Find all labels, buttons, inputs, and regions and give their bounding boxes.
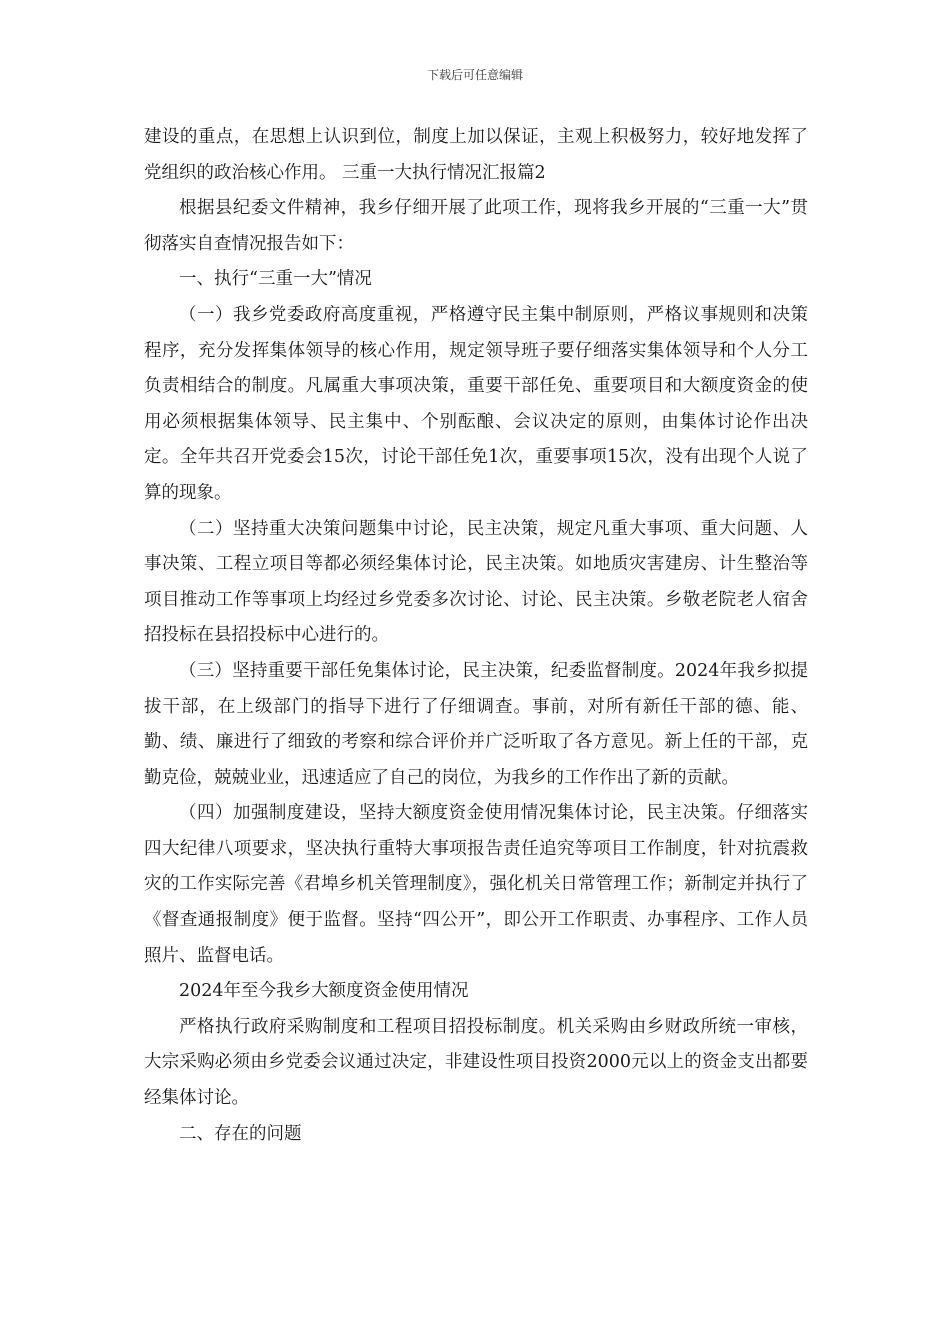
paragraph-item-4: （四）加强制度建设，坚持大额度资金使用情况集体讨论，民主决策。仔细落实四大纪律八项要求，坚决执行重特大事项报告责任追究等项目工作制度，针对抗震救灾的工作实际完善《君埠乡机关管理制度》，强化机关日常管理工作；新制定并执行了《督查通报制度》便于监督。坚持“四公开”，即公开工作职责、办事程序、工作人员照片、监督电话。 xyxy=(144,803,808,966)
subheading-funds: 2024年至今我乡大额度资金使用情况 xyxy=(179,981,469,1002)
section-heading-1: 一、执行“三重一大”情况 xyxy=(179,269,372,290)
paragraph-intro: 根据县纪委文件精神，我乡仔细开展了此项工作，现将我乡开展的“三重一大”贯彻落实自查情况报告如下： xyxy=(144,198,808,254)
document-body xyxy=(144,120,808,1152)
page-header: 下载后可任意编辑 xyxy=(426,68,523,82)
paragraph-continuation: 建设的重点，在思想上认识到位，制度上加以保证，主观上积极努力，较好地发挥了党组织的政治核心作用。 三重一大执行情况汇报篇2 xyxy=(144,127,808,183)
paragraph-item-3: （三）坚持重要干部任免集体讨论，民主决策，纪委监督制度。2024年我乡拟提拔干部，在上级部门的指导下进行了仔细调查。事前，对所有新任干部的德、能、勤、绩、廉进行了细致的考察和综合评价并广泛听取了各方意见。新上任的干部，克勤克俭，兢兢业业，迅速适应了自己的岗位，为我乡的工作作出了新的贡献。 xyxy=(144,660,808,788)
paragraph-item-1: （一）我乡党委政府高度重视，严格遵守民主集中制原则，严格议事规则和决策程序，充分发挥集体领导的核心作用，规定领导班子要仔细落实集体领导和个人分工负责相结合的制度。凡属重大事项决策，重要干部任免、重要项目和大额度资金的使用必须根据集体领导、民主集中、个别酝酿、会议决定的原则，由集体讨论作出决定。全年共召开党委会15次，讨论干部任免1次，重要事项15次，没有出现个人说了算的现象。 xyxy=(144,304,808,503)
section-heading-2: 二、存在的问题 xyxy=(179,1123,302,1144)
paragraph-item-2: （二）坚持重大决策问题集中讨论，民主决策，规定凡重大事项、重大问题、人事决策、工程立项目等都必须经集体讨论，民主决策。如地质灾害建房、计生整治等项目推动工作等事项上均经过乡党委多次讨论、讨论、民主决策。乡敬老院老人宿舍招投标在县招投标中心进行的。 xyxy=(144,518,808,646)
paragraph-funds: 严格执行政府采购制度和工程项目招投标制度。机关采购由乡财政所统一审核，大宗采购必须由乡党委会议通过决定，非建设性项目投资2000元以上的资金支出都要经集体讨论。 xyxy=(144,1016,808,1109)
